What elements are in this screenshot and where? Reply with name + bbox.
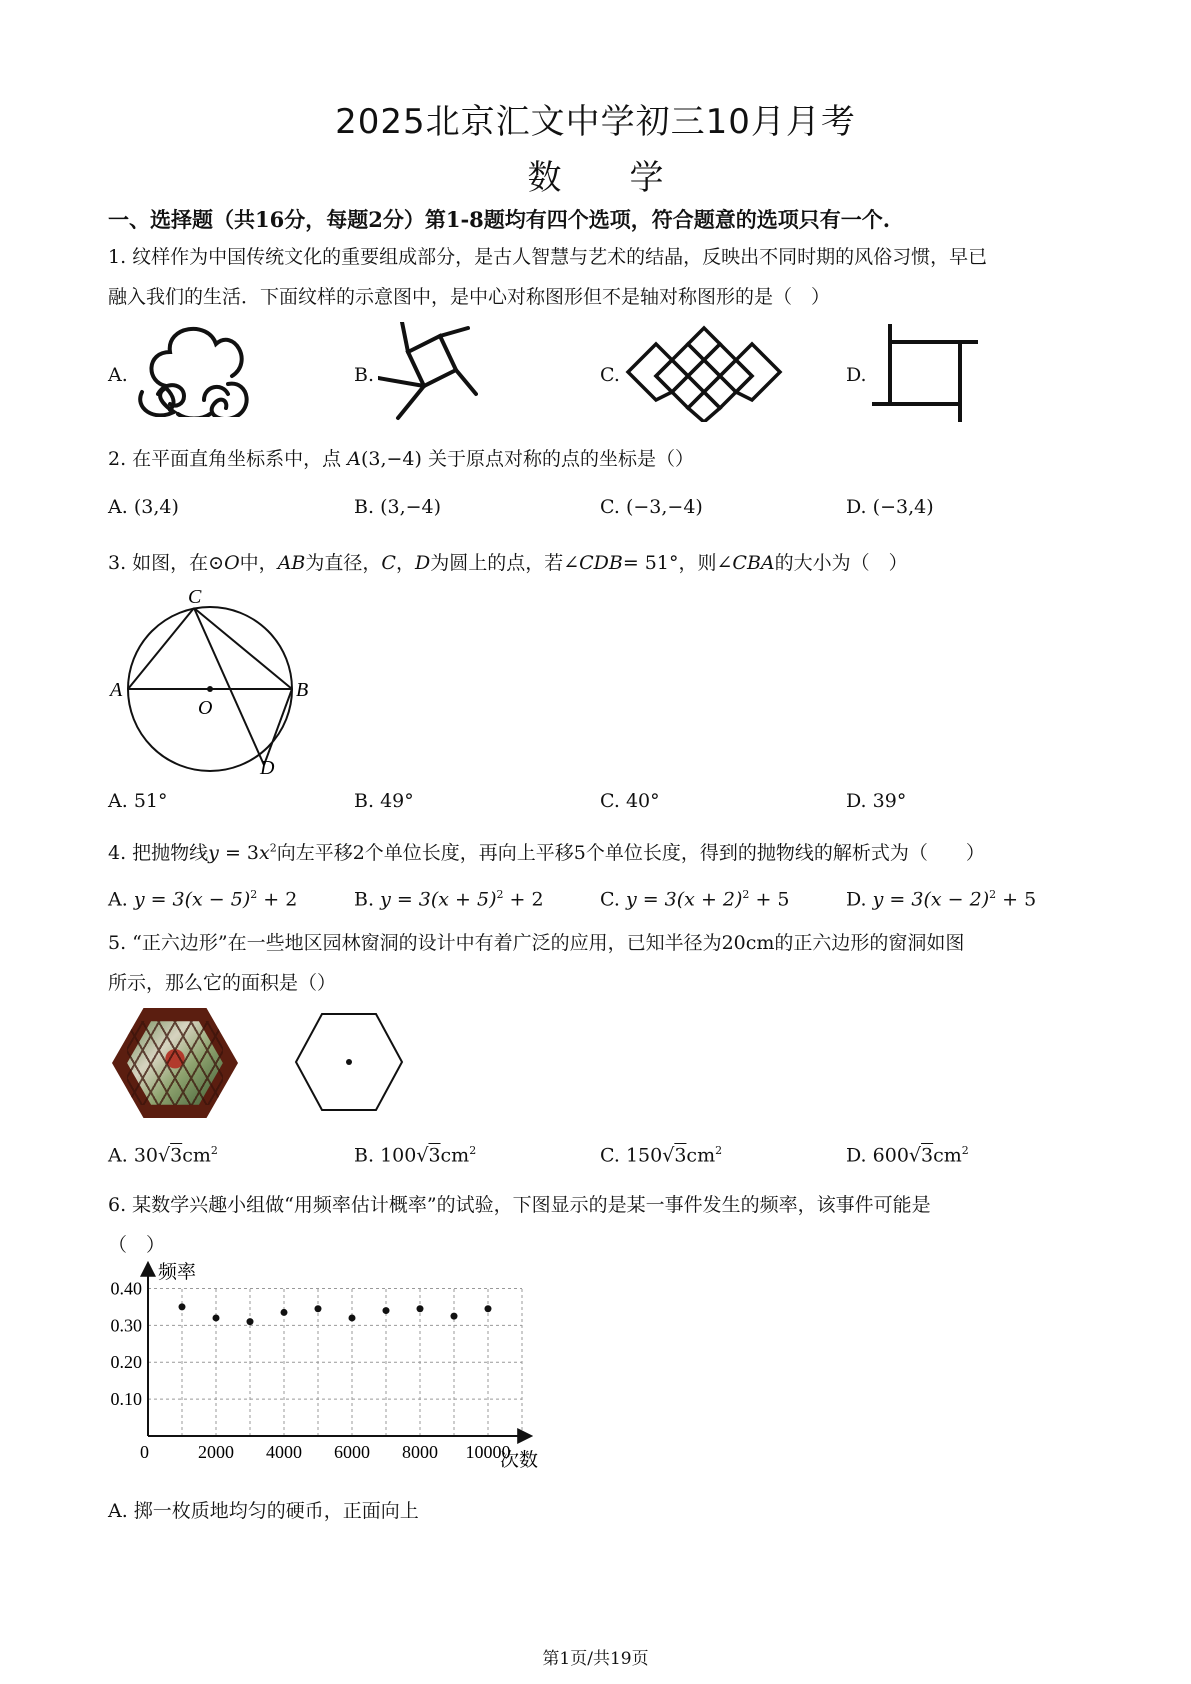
q5-window-photo — [112, 1008, 238, 1118]
q1-stem-line1: 1. 纹样作为中国传统文化的重要组成部分，是古人智慧与艺术的结晶，反映出不同时期的风俗习惯，早已 — [108, 246, 988, 268]
q4-option-c-post: + 5 — [749, 888, 790, 911]
q2-option-b — [354, 496, 441, 518]
q4-option-c-label: C. — [600, 888, 620, 911]
q4-s1: 4. 把抛物线 — [108, 842, 209, 864]
data-point — [315, 1305, 322, 1312]
data-point — [383, 1307, 390, 1314]
q1-stem-line2: 融入我们的生活．下面纹样的示意图中，是中心对称图形但不是轴对称图形的是（ ） — [108, 286, 831, 308]
q5-option-b — [354, 1144, 476, 1166]
y-tick-label: 0.20 — [110, 1352, 142, 1373]
q3-ab: AB — [277, 552, 306, 574]
q3-label-o: O — [198, 697, 213, 719]
origin-label: 0 — [140, 1442, 149, 1462]
q1-option-c-label: C. — [600, 364, 620, 386]
q5-option-d — [846, 1144, 969, 1166]
page-footer: 第1页/共19页 — [542, 1649, 649, 1669]
q2-option-c — [600, 496, 703, 518]
q2-point-coords: (3,−4) — [360, 448, 422, 470]
q4-option-b-post: + 2 — [503, 888, 544, 911]
q3-label-b: B — [296, 679, 309, 701]
sqrt-icon: √ — [662, 1144, 675, 1167]
q3-option-c-label: C. — [600, 790, 620, 812]
q4-option-b-label: B. — [354, 888, 375, 911]
q4-option-b-pow: 2 — [496, 888, 504, 901]
data-point — [213, 1314, 220, 1321]
q2-option-c-label: C. — [600, 496, 620, 518]
q3-c: C — [381, 552, 396, 574]
q6-stem-line1: 6. 某数学兴趣小组做“用频率估计概率”的试验，下图显示的是某一事件发生的频率，该事件可能是 — [108, 1194, 931, 1216]
q4-option-a — [108, 888, 297, 910]
q5-option-a — [108, 1144, 218, 1166]
q1-pinwheel-figure — [378, 322, 478, 422]
q6-frequency-chart — [100, 1256, 560, 1478]
q2-option-a-value: (3,4) — [133, 496, 179, 518]
q2-option-b-value: (3,−4) — [380, 496, 442, 518]
subject-title: 数 学 — [527, 158, 664, 198]
data-point — [179, 1303, 186, 1310]
q2-option-a — [108, 496, 179, 518]
q4-option-a-pre: y = 3(x − 5) — [133, 888, 251, 911]
q5-option-d-root: 3 — [921, 1144, 934, 1167]
q1-option-a-label: A. — [108, 364, 128, 386]
q5-option-a-label: A. — [108, 1144, 128, 1167]
data-point — [281, 1309, 288, 1316]
q4-option-b — [354, 888, 544, 910]
q3-o: O — [224, 552, 240, 574]
q4-s2: 向左平移2个单位长度，再向上平移5个单位长度，得到的抛物线的解析式为（ ） — [276, 842, 985, 864]
q3-option-c-value: 40° — [625, 790, 660, 812]
q3-option-a-label: A. — [108, 790, 128, 812]
q2-option-d — [846, 496, 934, 518]
q5-option-d-unit: cm — [933, 1144, 962, 1167]
q5-option-a-pow: 2 — [210, 1144, 218, 1157]
sqrt-icon: √ — [158, 1144, 171, 1167]
q5-option-d-pow: 2 — [961, 1144, 969, 1157]
q5-option-c-pow: 2 — [715, 1144, 723, 1157]
q4-eq-lhs: y — [208, 842, 219, 864]
q3-s6: = 51°，则∠ — [622, 552, 733, 574]
q4-option-a-label: A. — [108, 888, 128, 911]
q3-option-b-value: 49° — [380, 790, 414, 812]
q5-window-lattice — [127, 1021, 223, 1105]
y-tick-label: 0.10 — [110, 1389, 142, 1410]
y-tick-label: 0.30 — [110, 1315, 142, 1336]
q5-option-a-root: 3 — [170, 1144, 183, 1167]
q4-eq-x: x — [259, 842, 270, 864]
q4-option-d-post: + 5 — [996, 888, 1037, 911]
q5-option-b-unit: cm — [440, 1144, 470, 1167]
q3-circle-figure — [108, 588, 318, 778]
q5-stem-line2: 所示，那么它的面积是（） — [108, 972, 337, 994]
q1-option-d-label: D. — [846, 364, 867, 386]
q3-label-a: A — [110, 679, 123, 701]
q5-option-c-label: C. — [600, 1144, 620, 1167]
sqrt-icon: √ — [908, 1144, 922, 1167]
q1-option-b-label: B. — [354, 364, 375, 386]
chart-grid — [148, 1288, 522, 1436]
q5-option-c-coef: 150 — [625, 1144, 663, 1167]
q5-option-b-label: B. — [354, 1144, 375, 1167]
q4-eq-mid: = 3 — [218, 842, 259, 864]
q6-option-a: A. 掷一枚质地均匀的硬币，正面向上 — [108, 1500, 419, 1522]
q4-eq-pow: 2 — [269, 841, 277, 855]
x-axis-label: 次数 — [500, 1449, 539, 1471]
q3-label-d: D — [260, 757, 275, 778]
q5-hexagon-figure — [292, 1010, 406, 1114]
q4-option-b-pre: y = 3(x + 5) — [380, 888, 497, 911]
q2-stem — [108, 444, 694, 471]
q3-s7: 的大小为（ ） — [774, 552, 908, 574]
q4-option-a-post: + 2 — [257, 888, 298, 911]
q6-stem-line2: （ ） — [108, 1234, 166, 1256]
q5-option-c-root: 3 — [674, 1144, 687, 1167]
q2-option-a-label: A. — [108, 496, 128, 518]
q3-stem — [108, 548, 908, 575]
q1-endless-knot-figure — [624, 322, 784, 422]
q2-option-d-value: (−3,4) — [872, 496, 934, 518]
q1-square-hooks-figure — [870, 322, 980, 422]
q5-option-b-pow: 2 — [469, 1144, 477, 1157]
q5-option-a-unit: cm — [182, 1144, 211, 1167]
q3-s3: 为直径， — [305, 552, 382, 574]
q5-option-a-coef: 30 — [133, 1144, 158, 1167]
section-heading: 一、选择题（共16分，每题2分）第1-8题均有四个选项，符合题意的选项只有一个. — [108, 207, 891, 232]
q4-option-c-pow: 2 — [742, 888, 750, 901]
data-point — [247, 1318, 254, 1325]
q3-option-d-value: 39° — [872, 790, 907, 812]
q4-option-c-pre: y = 3(x + 2) — [625, 888, 743, 911]
q3-cdb: CDB — [579, 552, 623, 574]
q5-option-d-coef: 600 — [872, 1144, 909, 1167]
data-point — [349, 1314, 356, 1321]
q5-option-b-coef: 100 — [380, 1144, 417, 1167]
q5-option-d-label: D. — [846, 1144, 867, 1167]
q4-option-d-label: D. — [846, 888, 867, 911]
x-tick-label: 10000 — [465, 1442, 511, 1462]
data-point — [451, 1313, 458, 1320]
q5-stem-line1: 5. “正六边形”在一些地区园林窗洞的设计中有着广泛的应用，已知半径为20cm的正六边形的窗洞如图 — [108, 932, 965, 954]
q5-option-c-unit: cm — [686, 1144, 716, 1167]
q5-option-b-root: 3 — [428, 1144, 441, 1167]
q3-option-a-value: 51° — [133, 790, 168, 812]
q3-option-c — [600, 790, 660, 812]
q1-cloud-pattern-figure — [132, 322, 252, 417]
q4-option-c — [600, 888, 790, 910]
q4-option-d-pre: y = 3(x − 2) — [872, 888, 990, 911]
x-tick-label: 4000 — [266, 1442, 302, 1462]
q4-option-a-pow: 2 — [250, 888, 258, 901]
q5-hexagon-center — [346, 1059, 352, 1065]
q3-s1: 3. 如图，在⊙ — [108, 552, 225, 574]
q4-option-d — [846, 888, 1036, 910]
q5-option-c — [600, 1144, 722, 1166]
q3-d: D — [414, 552, 431, 574]
data-point — [417, 1305, 424, 1312]
q2-option-c-value: (−3,−4) — [625, 496, 703, 518]
y-axis-label: 频率 — [158, 1261, 197, 1283]
q2-point-name: A — [347, 448, 361, 470]
q3-option-b-label: B. — [354, 790, 375, 812]
exam-title: 2025北京汇文中学初三10月月考 — [335, 102, 856, 142]
q3-option-b — [354, 790, 414, 812]
y-tick-label: 0.40 — [110, 1278, 142, 1299]
q3-cba: CBA — [732, 552, 775, 574]
data-point — [485, 1305, 492, 1312]
q2-stem-post: 关于原点对称的点的坐标是（） — [427, 448, 694, 470]
q2-stem-pre: 2. 在平面直角坐标系中，点 — [108, 448, 342, 470]
q3-center-dot — [207, 686, 213, 692]
q2-option-d-label: D. — [846, 496, 867, 518]
x-tick-label: 8000 — [402, 1442, 438, 1462]
q3-option-d — [846, 790, 906, 812]
x-tick-label: 6000 — [334, 1442, 370, 1462]
q3-option-a — [108, 790, 168, 812]
q3-s4: ， — [395, 552, 415, 574]
q4-option-d-pow: 2 — [989, 888, 997, 901]
q2-option-b-label: B. — [354, 496, 375, 518]
q3-s5: 为圆上的点，若∠ — [430, 552, 580, 574]
q3-option-d-label: D. — [846, 790, 867, 812]
q3-label-c: C — [188, 588, 202, 608]
q4-stem — [108, 838, 985, 865]
x-tick-label: 2000 — [198, 1442, 234, 1462]
sqrt-icon: √ — [416, 1144, 429, 1167]
q3-s2: 中， — [239, 552, 278, 574]
